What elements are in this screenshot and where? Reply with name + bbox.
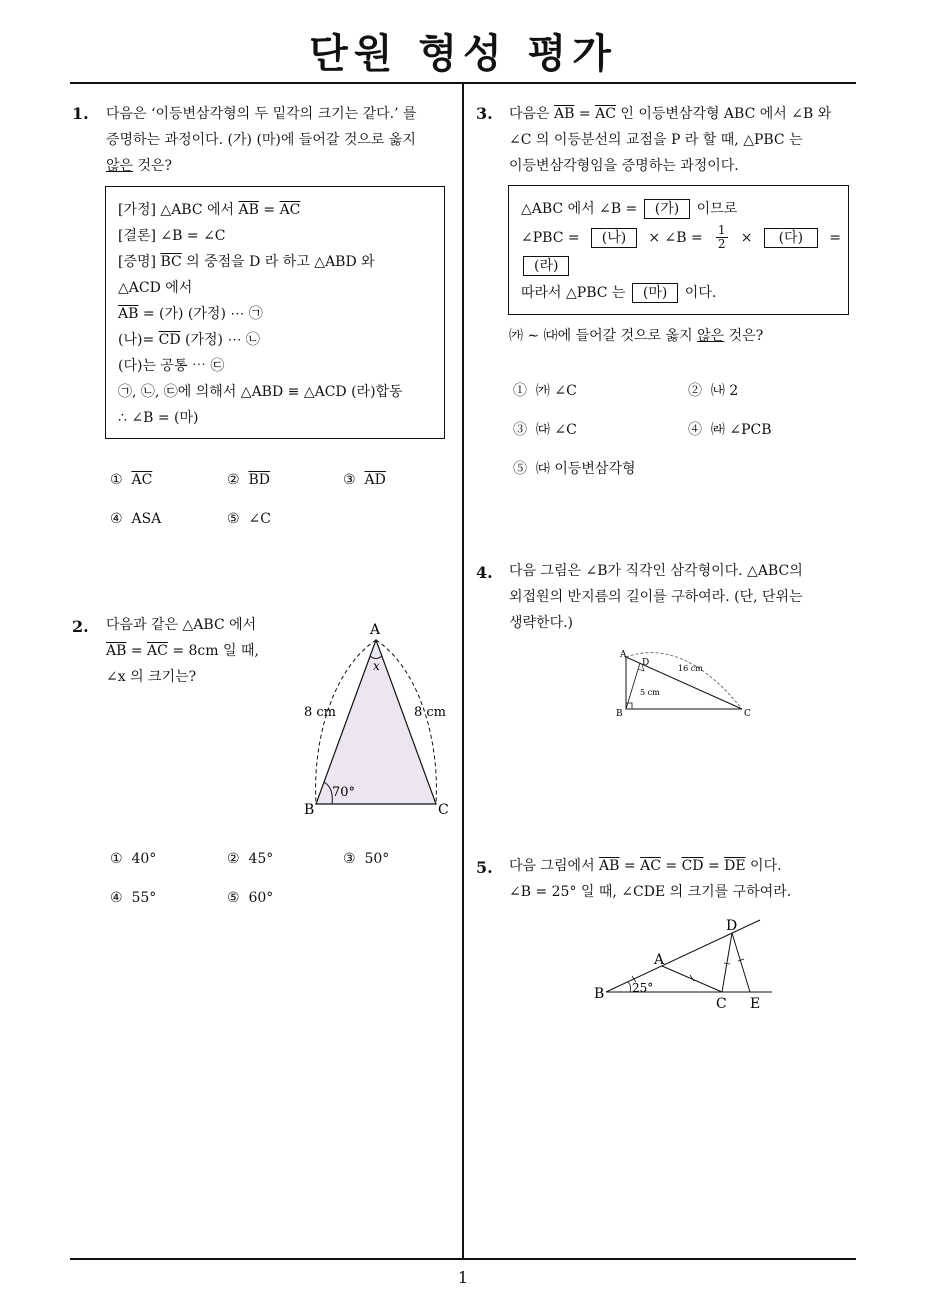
option-number: ③ xyxy=(513,422,527,438)
q2-text-part: = xyxy=(126,643,148,659)
option-label: 60° xyxy=(248,890,274,906)
proof-text: = xyxy=(258,202,280,218)
q3-number: 3. xyxy=(476,104,493,123)
q5-text-line: ∠B = 25° 일 때, ∠CDE 의 크기를 구하여라. xyxy=(509,884,792,900)
option-label: ∠C xyxy=(248,511,271,527)
label-a: A xyxy=(654,952,665,968)
q1-option-4[interactable] xyxy=(110,511,161,527)
q5-text-part: = xyxy=(660,858,682,874)
label-b: B xyxy=(594,986,605,1002)
option-number: ① xyxy=(110,851,123,867)
angle-b-arc xyxy=(628,982,631,992)
option-number: ① xyxy=(110,472,123,488)
proof-text: = xyxy=(829,229,841,246)
label-len-bd: 5 cm xyxy=(640,688,660,697)
segment: $\overline{AC}$ xyxy=(595,106,616,122)
q1-option-3[interactable] xyxy=(343,472,386,488)
option-number: ③ xyxy=(343,472,356,488)
label-c: C xyxy=(716,996,727,1012)
segment: $\overline{CD}$ xyxy=(681,858,704,874)
proof-line xyxy=(521,224,841,251)
q2-triangle-figure xyxy=(290,618,465,823)
q2-text-line xyxy=(106,638,286,664)
label-e: E xyxy=(750,996,761,1012)
q1-text-line xyxy=(106,153,451,179)
proof-text: × ∠B = xyxy=(648,229,703,246)
label-x: x xyxy=(373,659,380,673)
q2-text-line: 다음과 같은 △ABC 에서 xyxy=(106,617,257,633)
segment-ac xyxy=(662,966,722,992)
proof-line xyxy=(118,249,432,275)
label-angle-b: 70° xyxy=(332,785,356,800)
segment: $\overline{DE}$ xyxy=(724,858,746,874)
q1-option-2[interactable] xyxy=(227,472,270,488)
proof-text: = (가) (가정) ⋯ ㉠ xyxy=(138,306,263,322)
q4-text xyxy=(509,558,864,636)
option-number: ③ xyxy=(343,851,356,867)
option-label: $\overline{AD}$ xyxy=(364,472,386,488)
proof-text: 따라서 △PBC 는 xyxy=(521,285,630,301)
option-label: 45° xyxy=(248,851,274,867)
q5-number: 5. xyxy=(476,858,493,877)
label-c: C xyxy=(438,802,449,818)
option-label: 50° xyxy=(364,851,390,867)
option-label: ㈏ 2 xyxy=(710,383,739,399)
proof-text: (나)= xyxy=(118,332,159,348)
label-left-side: 8 cm xyxy=(304,705,337,720)
frac-numerator: 1 xyxy=(717,223,726,237)
option-label: $\overline{BD}$ xyxy=(248,472,270,488)
q1-proof-box xyxy=(105,186,445,439)
proof-line: (다)는 공통 ⋯ ㉢ xyxy=(118,358,225,374)
segment: $\overline{BC}$ xyxy=(160,254,182,270)
option-label: 55° xyxy=(131,890,157,906)
q2-text-line: ∠x 의 크기는? xyxy=(106,669,197,685)
q1-text-line: 증명하는 과정이다. (가) (마)에 들어갈 것으로 옳지 xyxy=(106,132,416,148)
proof-text: × xyxy=(740,229,753,246)
q3-text-part: 다음은 xyxy=(509,106,555,122)
q2-option-1[interactable] xyxy=(110,851,156,867)
segment: $\overline{AB}$ xyxy=(118,306,139,322)
segment: $\overline{AB}$ xyxy=(238,202,259,218)
q3-option-2[interactable] xyxy=(688,380,738,400)
q2-number: 2. xyxy=(72,617,89,636)
fraction-half xyxy=(716,224,728,251)
option-number: ④ xyxy=(110,511,123,527)
option-number: ⑤ xyxy=(227,511,240,527)
q3-question xyxy=(509,323,763,349)
q5-text-part: 다음 그림에서 xyxy=(509,858,600,874)
q5-text-line xyxy=(509,853,864,879)
proof-text: 이다. xyxy=(680,285,717,301)
proof-line xyxy=(521,198,737,219)
proof-text: 의 중점을 D 라 하고 △ABD 와 xyxy=(181,254,375,270)
proof-line xyxy=(118,327,432,353)
proof-text: (가정) ⋯ ㉡ xyxy=(180,332,260,348)
option-number: ② xyxy=(688,383,702,399)
q1-text xyxy=(106,101,451,179)
q3-option-3[interactable] xyxy=(513,419,577,439)
page-number: 1 xyxy=(457,1268,469,1287)
q1-text-end: 것은? xyxy=(133,158,173,174)
proof-text: [증명] xyxy=(118,254,161,270)
q3-question-text: 것은? xyxy=(724,328,764,344)
segment: $\overline{AC}$ xyxy=(279,202,301,218)
proof-text: ∠PBC = xyxy=(521,229,580,246)
label-b: B xyxy=(304,802,315,818)
blank-ma: (마) xyxy=(632,283,678,303)
q3-text xyxy=(509,101,864,179)
q5-text-part: = xyxy=(619,858,641,874)
proof-line xyxy=(521,282,716,303)
q3-text-line: ∠C 의 이등분선의 교점을 P 라 할 때, △PBC 는 xyxy=(509,132,803,148)
option-label: ㈐ ∠C xyxy=(535,422,577,438)
q2-option-3[interactable] xyxy=(343,851,389,867)
label-b: B xyxy=(616,709,623,719)
q4-text-line: 외접원의 반지름의 길이를 구하여라. (단, 단위는 xyxy=(509,589,803,605)
label-c: C xyxy=(744,709,751,719)
frac-denominator: 2 xyxy=(717,237,726,251)
q3-proof-box xyxy=(508,185,849,315)
option-label: $\overline{AC}$ xyxy=(131,472,153,488)
q1-text-line: 다음은 ‘이등변삼각형의 두 밑각의 크기는 같다.’ 를 xyxy=(106,106,417,122)
segment: $\overline{AC}$ xyxy=(640,858,661,874)
footer-divider xyxy=(70,1258,856,1260)
proof-line: [결론] ∠B = ∠C xyxy=(118,228,226,244)
q3-question-text: ㈎ ∼ ㈐에 들어갈 것으로 옳지 xyxy=(509,328,698,344)
tick-cd xyxy=(724,963,730,964)
blank-ra: (라) xyxy=(523,256,569,276)
q5-figure xyxy=(590,912,780,1012)
q4-text-line: 생략한다.) xyxy=(509,615,574,631)
proof-line xyxy=(118,301,432,327)
option-label: ㈐ 이등변삼각형 xyxy=(535,461,636,477)
blank-na: (나) xyxy=(591,228,637,248)
q1-emphasis: 않은 xyxy=(106,158,134,174)
q5-text xyxy=(509,853,864,905)
tick-de xyxy=(738,959,744,961)
q1-number: 1. xyxy=(72,104,89,123)
proof-line: ㉠, ㉡, ㉢에 의해서 △ABD ≡ △ACD (라)합동 xyxy=(118,384,403,400)
q1-option-5[interactable] xyxy=(227,511,271,527)
segment: $\overline{AB}$ xyxy=(554,106,575,122)
q2-text xyxy=(106,612,286,690)
proof-text: [가정] △ABC 에서 xyxy=(118,202,239,218)
option-label: ㈑ ∠PCB xyxy=(710,422,772,438)
q2-option-5[interactable] xyxy=(227,890,273,906)
segment: $\overline{AB}$ xyxy=(599,858,620,874)
segment: $\overline{AC}$ xyxy=(147,643,168,659)
segment: $\overline{CD}$ xyxy=(158,332,181,348)
q3-text-part: = xyxy=(574,106,596,122)
q2-text-part: = 8cm 일 때, xyxy=(167,643,259,659)
blank-ga: (가) xyxy=(644,199,690,219)
q3-emphasis: 않은 xyxy=(697,328,725,344)
q3-text-part: 인 이등변삼각형 ABC 에서 ∠B 와 xyxy=(615,106,832,122)
option-number: ④ xyxy=(688,422,702,438)
option-number: ④ xyxy=(110,890,123,906)
q4-number: 4. xyxy=(476,563,493,582)
option-number: ⑤ xyxy=(227,890,240,906)
q4-right-triangle-figure xyxy=(612,645,762,725)
segment-bd xyxy=(626,663,640,709)
q3-text-line xyxy=(509,101,864,127)
q2-option-2[interactable] xyxy=(227,851,273,867)
q3-option-1[interactable] xyxy=(513,380,577,400)
option-number: ② xyxy=(227,851,240,867)
q2-option-4[interactable] xyxy=(110,890,156,906)
segment-cd xyxy=(722,933,732,992)
proof-line: △ACD 에서 xyxy=(118,280,193,296)
q3-option-4[interactable] xyxy=(688,419,772,439)
q3-option-5[interactable] xyxy=(513,458,636,478)
q1-option-1[interactable] xyxy=(110,472,152,488)
q3-text-line: 이등변삼각형임을 증명하는 과정이다. xyxy=(509,158,739,174)
page-title: 단원 형성 평가 xyxy=(309,31,617,77)
option-number: ② xyxy=(227,472,240,488)
blank-da: (다) xyxy=(764,228,818,248)
label-a: A xyxy=(620,650,627,660)
q4-text-line: 다음 그림은 ∠B가 직각인 삼각형이다. △ABC의 xyxy=(509,563,803,579)
option-label: 40° xyxy=(131,851,157,867)
option-number: ⑤ xyxy=(513,461,527,477)
proof-line: ∴ ∠B = (마) xyxy=(118,410,199,426)
proof-line xyxy=(118,197,432,223)
proof-text: △ABC 에서 ∠B = xyxy=(521,201,642,217)
segment: $\overline{AB}$ xyxy=(106,643,127,659)
label-d: D xyxy=(726,918,738,934)
label-d: D xyxy=(642,658,650,668)
label-right-side: 8 cm xyxy=(414,705,447,720)
label-angle-b: 25° xyxy=(632,981,654,995)
q5-text-part: = xyxy=(703,858,725,874)
proof-text: 이므로 xyxy=(692,201,738,217)
segment-de xyxy=(732,933,750,992)
label-len-dc: 16 cm xyxy=(678,664,703,673)
proof-line xyxy=(521,256,571,276)
option-label: ASA xyxy=(131,511,162,527)
option-label: ㈎ ∠C xyxy=(535,383,577,399)
label-a: A xyxy=(370,622,381,638)
option-number: ① xyxy=(513,383,527,399)
q5-text-part: 이다. xyxy=(745,858,782,874)
